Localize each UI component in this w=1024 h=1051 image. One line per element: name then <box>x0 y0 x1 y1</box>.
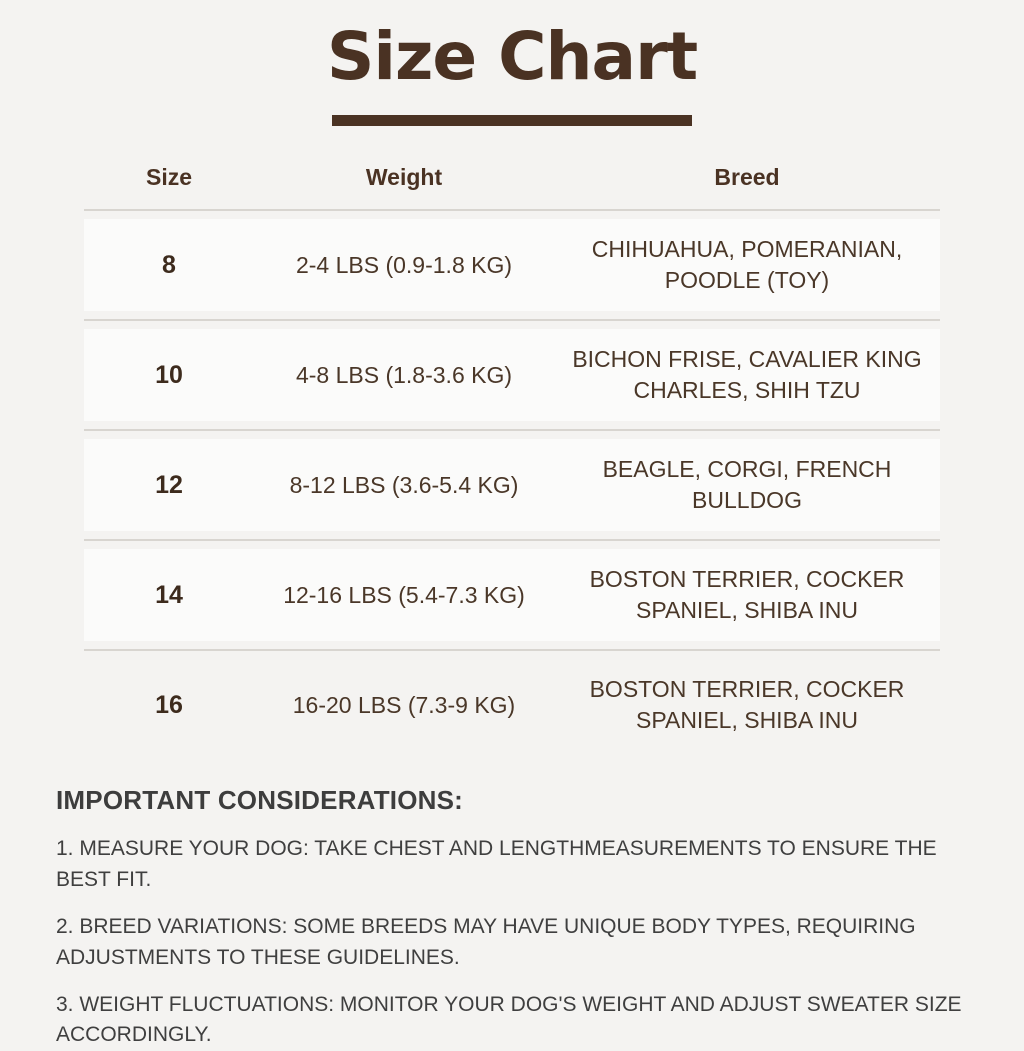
title-block <box>0 0 1024 126</box>
page-title: Size Chart <box>326 18 698 95</box>
consideration-item: 3. WEIGHT FLUCTUATIONS: MONITOR YOUR DOG'S WEIGHT AND ADJUST SWEATER SIZE ACCORDINGLY. <box>56 993 962 1047</box>
column-header-weight: Weight <box>365 164 443 191</box>
cell-size: 14 <box>155 580 183 609</box>
title-underline <box>332 115 692 126</box>
cell-size: 8 <box>162 250 176 279</box>
consideration-item: 2. BREED VARIATIONS: SOME BREEDS MAY HAVE UNIQUE BODY TYPES, REQUIRING ADJUSTMENTS TO THESE GUIDELINES. <box>56 915 916 969</box>
cell-breed: BICHON FRISE, CAVALIER KING CHARLES, SHIH TZU <box>572 346 922 404</box>
cell-breed: BOSTON TERRIER, COCKER SPANIEL, SHIBA INU <box>589 566 905 624</box>
cell-weight: 16-20 LBS (7.3-9 KG) <box>292 691 516 718</box>
table-row <box>84 211 940 319</box>
table-row <box>84 651 940 759</box>
cell-breed: BOSTON TERRIER, COCKER SPANIEL, SHIBA INU <box>589 676 905 734</box>
table-row <box>84 321 940 429</box>
cell-size: 12 <box>155 470 183 499</box>
column-header-breed: Breed <box>714 164 780 191</box>
considerations-heading: IMPORTANT CONSIDERATIONS: <box>56 785 464 816</box>
size-table <box>84 164 940 759</box>
table-row <box>84 431 940 539</box>
column-header-size: Size <box>145 164 193 191</box>
consideration-item: 1. MEASURE YOUR DOG: TAKE CHEST AND LENGTHMEASUREMENTS TO ENSURE THE BEST FIT. <box>56 837 937 891</box>
cell-weight: 12-16 LBS (5.4-7.3 KG) <box>283 581 525 608</box>
cell-size: 10 <box>155 360 183 389</box>
table-row <box>84 541 940 649</box>
cell-weight: 4-8 LBS (1.8-3.6 KG) <box>295 361 513 388</box>
cell-weight: 2-4 LBS (0.9-1.8 KG) <box>295 251 513 278</box>
cell-size: 16 <box>155 690 183 719</box>
table-header-row <box>84 164 940 209</box>
cell-weight: 8-12 LBS (3.6-5.4 KG) <box>289 471 519 498</box>
cell-breed: BEAGLE, CORGI, FRENCH BULLDOG <box>602 456 892 514</box>
cell-breed: CHIHUAHUA, POMERANIAN, POODLE (TOY) <box>591 236 903 294</box>
considerations-section <box>56 785 968 1051</box>
